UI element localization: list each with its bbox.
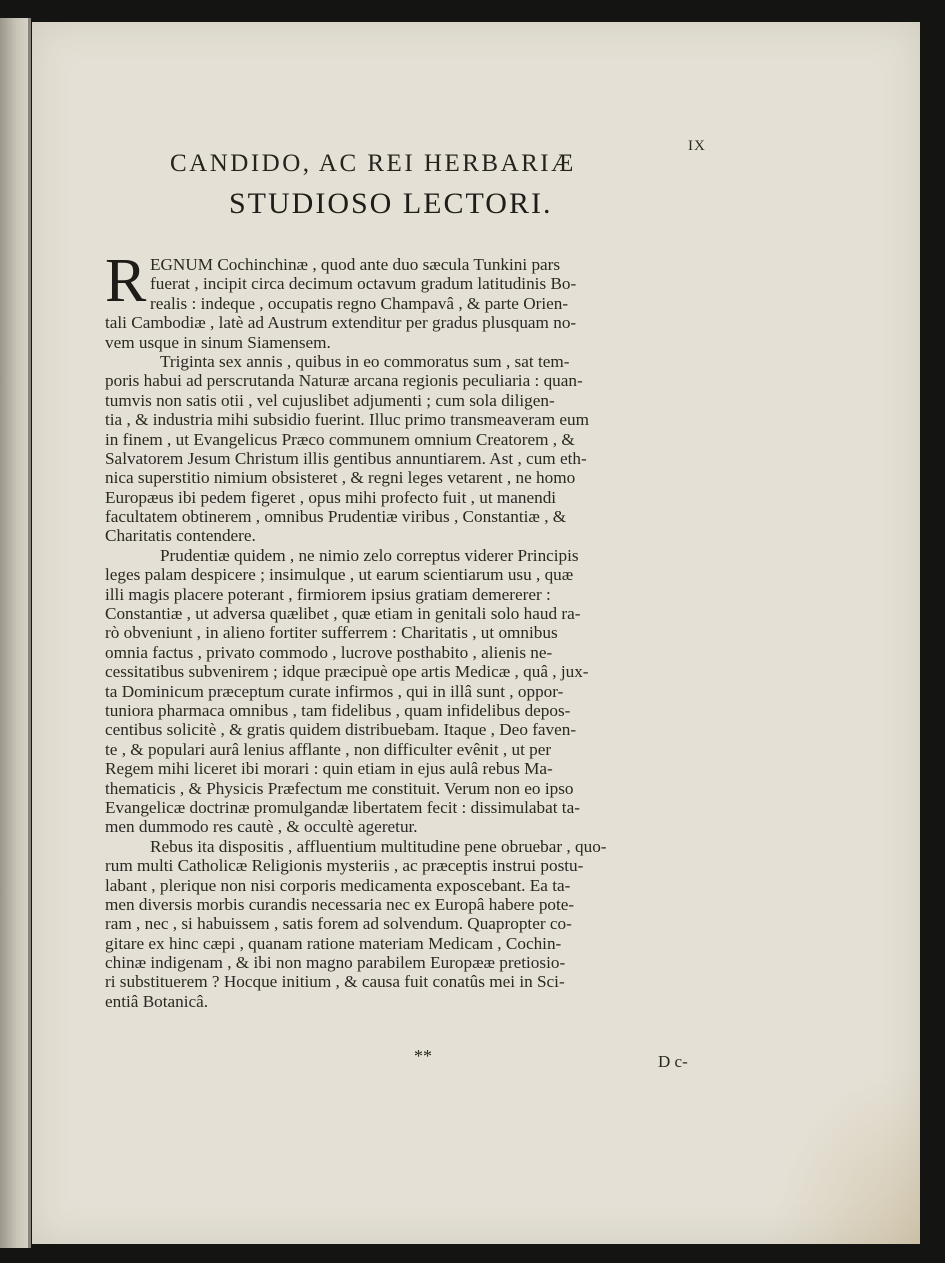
page-title-line-2: STUDIOSO LECTORI. bbox=[229, 187, 553, 220]
text-line: Charitatis contendere. bbox=[105, 526, 256, 546]
text-line: rum multi Catholicæ Religionis mysteriis , ac præceptis instrui postu- bbox=[105, 856, 584, 876]
text-line: men dummodo res cautè , & occultè ageretur. bbox=[105, 817, 418, 837]
drop-cap: R bbox=[105, 247, 147, 315]
text-line: Evangelicæ doctrinæ promulgandæ libertatem fecit : dissimulabat ta- bbox=[105, 797, 580, 817]
text-line: ram , nec , si habuissem , satis forem ad solvendum. Quapropter co- bbox=[105, 914, 572, 934]
text-line: Triginta sex annis , quibus in eo commoratus sum , sat tem- bbox=[160, 351, 570, 371]
text-line: thematicis , & Physicis Præfectum me constituit. Verum non eo ipso bbox=[105, 778, 574, 798]
text-line: tali Cambodiæ , latè ad Austrum extenditur per gradus plusquam no- bbox=[105, 313, 577, 333]
text-line: te , & populari aurâ lenius afflante , non difficulter evênit , ut per bbox=[105, 739, 552, 759]
text-line: rò obveniunt , in alieno fortiter sufferrem : Charitatis , ut omnibus bbox=[105, 623, 558, 643]
gutter-line bbox=[28, 18, 31, 1248]
text-line: cessitatibus subvenirem ; idque præcipuè ope artis Medicæ , quâ , jux- bbox=[105, 662, 589, 682]
foxing-stain bbox=[770, 1064, 920, 1244]
text-line: tuniora pharmaca omnibus , tam fidelibus , quam infidelibus depos- bbox=[105, 700, 571, 720]
text-line: in finem , ut Evangelicus Præco communem omnium Creatorem , & bbox=[105, 429, 575, 449]
text-line: men diversis morbis curandis necessaria nec ex Europâ habere pote- bbox=[105, 894, 575, 914]
facing-page-edge bbox=[0, 18, 30, 1248]
text-line: gitare ex hinc cæpi , quanam ratione materiam Medicam , Cochin- bbox=[105, 933, 562, 953]
text-line: chinæ indigenam , & ibi non magno parabilem Europææ pretiosio- bbox=[105, 953, 566, 973]
text-line: Salvatorem Jesum Christum illis gentibus annuntiarem. Ast , cum eth- bbox=[105, 448, 587, 468]
text-line: centibus solicitè , & gratis quidem distribuebam. Itaque , Deo faven- bbox=[105, 720, 577, 740]
text-line: poris habui ad perscrutanda Naturæ arcana regionis peculiaria : quan- bbox=[105, 371, 583, 391]
text-line: illi magis placere poterant , firmiorem ipsius gratiam demererer : bbox=[105, 584, 551, 604]
text-line: Regem mihi liceret ibi morari : quin etiam in ejus aulâ rebus Ma- bbox=[105, 759, 553, 779]
text-line: Rebus ita dispositis , affluentium multitudine pene obruebar , quo- bbox=[150, 836, 607, 856]
body-text bbox=[105, 255, 713, 1011]
text-line: vem usque in sinum Siamensem. bbox=[105, 332, 331, 352]
text-line: fuerat , incipit circa decimum octavum gradum latitudinis Bo- bbox=[150, 274, 577, 294]
text-line: entiâ Botanicâ. bbox=[105, 991, 209, 1011]
text-line: tumvis non satis otii , vel cujuslibet adjumenti ; cum sola diligen- bbox=[105, 390, 555, 410]
text-line: labant , plerique non nisi corporis medicamenta exposcebant. Ea ta- bbox=[105, 875, 571, 895]
text-line: tia , & industria mihi subsidio fuerint. Illuc primo transmeaveram eum bbox=[105, 410, 590, 430]
signature-mark: ** bbox=[414, 1046, 432, 1066]
text-line: facultatem obtinerem , omnibus Prudentiæ viribus , Constantiæ , & bbox=[105, 507, 567, 527]
text-line: ta Dominicum præceptum curate infirmos , qui in illâ sunt , oppor- bbox=[105, 681, 564, 701]
text-line: Prudentiæ quidem , ne nimio zelo correptus viderer Principis bbox=[160, 545, 579, 565]
text-line: ri substituerem ? Hocque initium , & causa fuit conatûs mei in Sci- bbox=[105, 972, 565, 992]
text-line: realis : indeque , occupatis regno Champavâ , & parte Orien- bbox=[150, 293, 569, 313]
page-title-line-1: CANDIDO, AC REI HERBARIÆ bbox=[170, 150, 576, 177]
text-line: EGNUM Cochinchinæ , quod ante duo sæcula Tunkini pars bbox=[150, 255, 561, 274]
text-line: leges palam despicere ; insimulque , ut earum scientiarum usu , quæ bbox=[105, 565, 574, 585]
page-number: IX bbox=[688, 138, 706, 154]
text-line: nica superstitio nimium obsisteret , & regni leges vetarent , ne homo bbox=[105, 468, 576, 488]
catchword: D c- bbox=[658, 1052, 688, 1071]
text-line: Constantiæ , ut adversa quælibet , quæ etiam in genitali solo haud ra- bbox=[105, 604, 581, 624]
text-line: omnia factus , privato commodo , lucrove posthabito , alienis ne- bbox=[105, 642, 553, 662]
text-line: Europæus ibi pedem figeret , opus mihi profecto fuit , ut manendi bbox=[105, 487, 557, 507]
